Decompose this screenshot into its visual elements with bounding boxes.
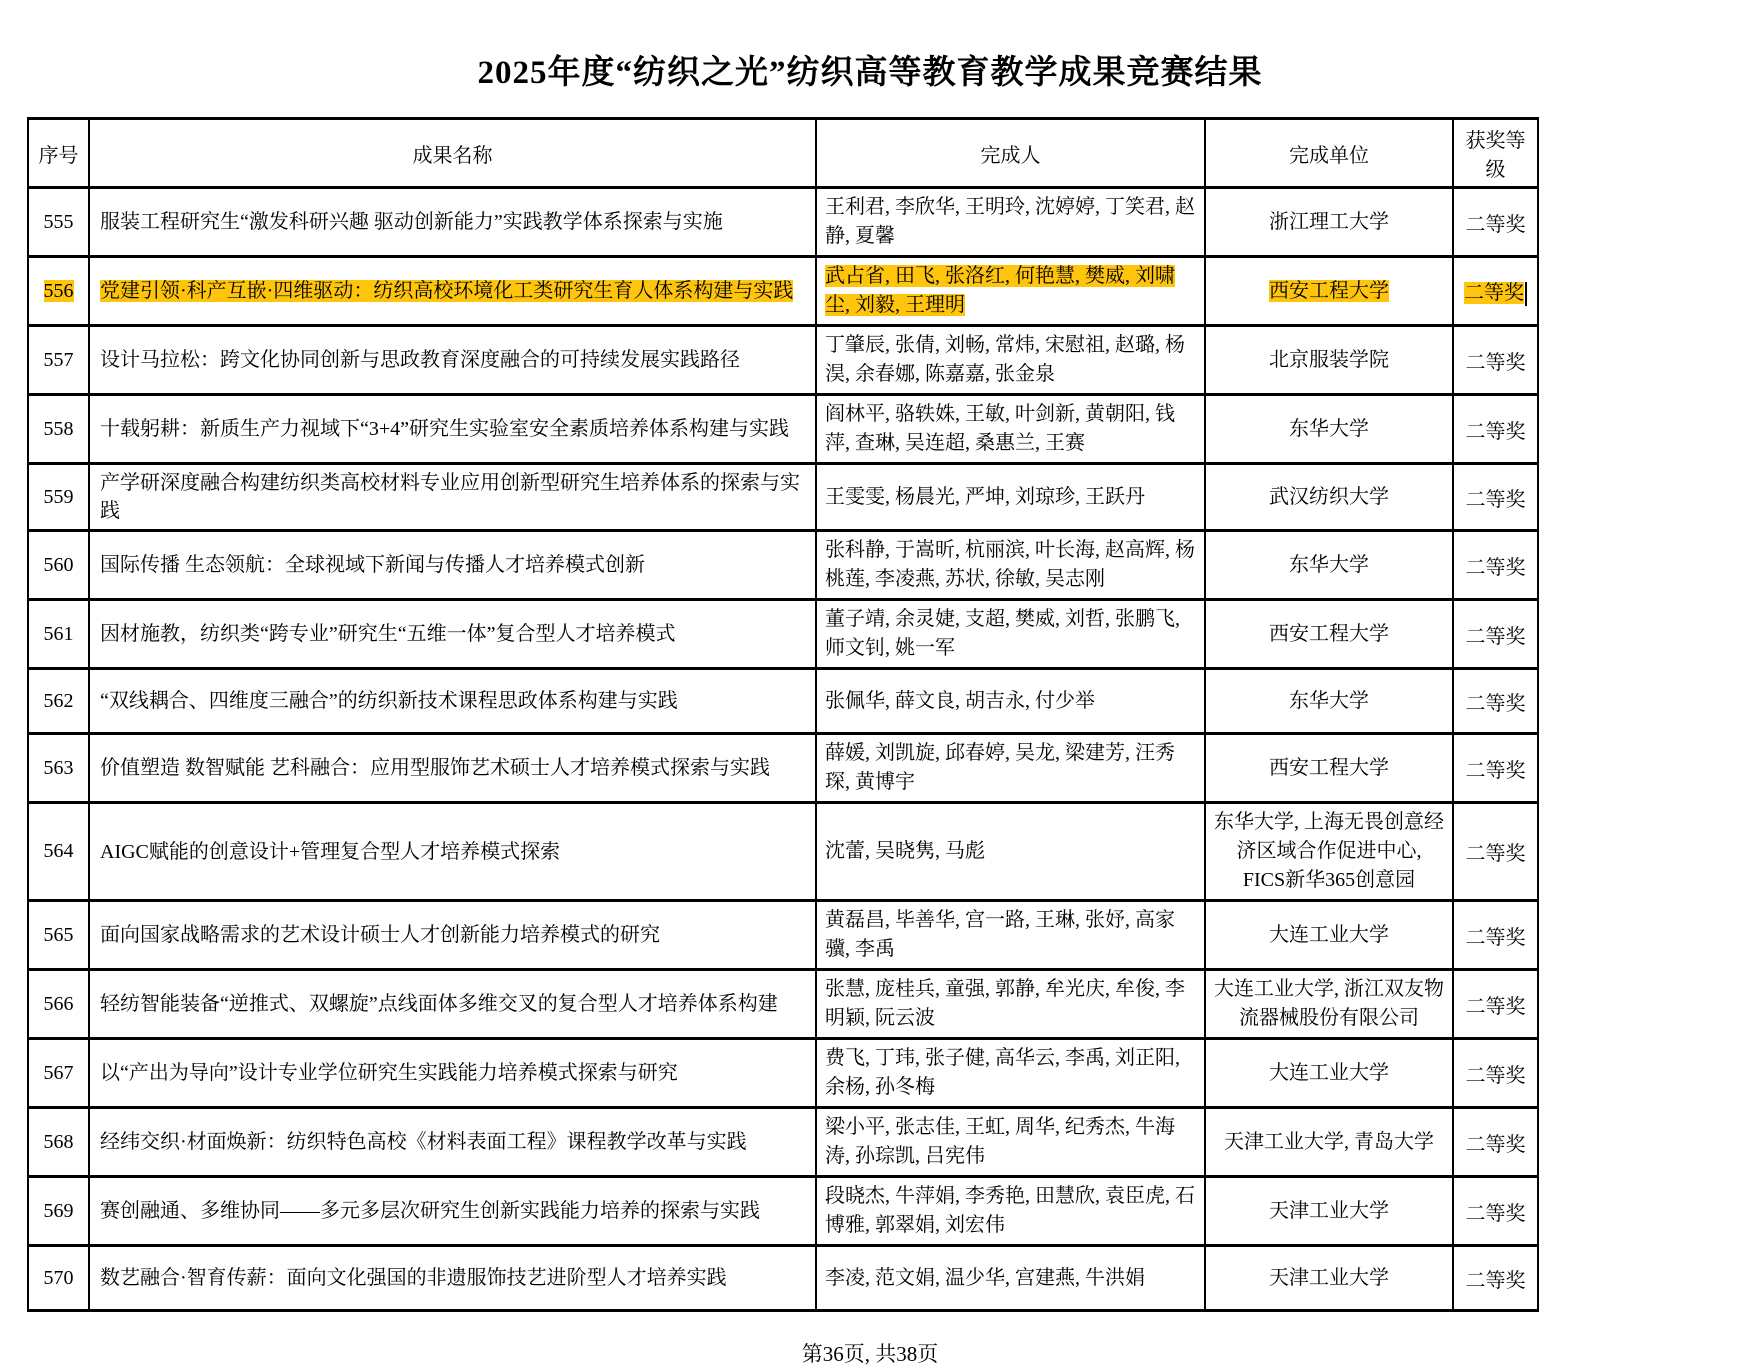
- cell-unit: 东华大学: [1205, 395, 1453, 464]
- cell-serial: 565: [28, 901, 89, 970]
- cell-name: 赛创融通、多维协同——多元多层次研究生创新实践能力培养的探索与实践: [89, 1177, 816, 1246]
- cell-award: 二等奖: [1453, 970, 1538, 1039]
- table-row: [28, 257, 1538, 326]
- cell-award: 二等奖: [1453, 257, 1538, 326]
- cell-serial: 556: [28, 257, 89, 326]
- cell-serial: 561: [28, 600, 89, 669]
- cell-unit: 西安工程大学: [1205, 600, 1453, 669]
- results-table: [27, 117, 1539, 1312]
- cell-name: 党建引领·科产互嵌·四维驱动：纺织高校环境化工类研究生育人体系构建与实践: [89, 257, 816, 326]
- cell-serial: 567: [28, 1039, 89, 1108]
- cell-name: “双线耦合、四维度三融合”的纺织新技术课程思政体系构建与实践: [89, 669, 816, 734]
- cell-serial: 563: [28, 734, 89, 803]
- cell-people: 阎林平, 骆轶姝, 王敏, 叶剑新, 黄朝阳, 钱萍, 查琳, 吴连超, 桑惠兰, 王赛: [816, 395, 1205, 464]
- cell-serial: 555: [28, 188, 89, 257]
- cell-award: 二等奖: [1453, 734, 1538, 803]
- cell-unit: 大连工业大学: [1205, 1039, 1453, 1108]
- table-row: [28, 970, 1538, 1039]
- cell-award: 二等奖: [1453, 1246, 1538, 1311]
- table-row: [28, 1177, 1538, 1246]
- cell-name: AIGC赋能的创意设计+管理复合型人才培养模式探索: [89, 803, 816, 901]
- cell-unit: 大连工业大学, 浙江双友物流器械股份有限公司: [1205, 970, 1453, 1039]
- cell-people: 武占省, 田飞, 张洛红, 何艳慧, 樊威, 刘啸尘, 刘毅, 王理明: [816, 257, 1205, 326]
- header-cell-name: 成果名称: [89, 119, 816, 188]
- table-row: [28, 326, 1538, 395]
- cell-people: 费飞, 丁玮, 张子健, 高华云, 李禹, 刘正阳, 余杨, 孙冬梅: [816, 1039, 1205, 1108]
- table-row: [28, 395, 1538, 464]
- header-cell-unit: 完成单位: [1205, 119, 1453, 188]
- cell-name: 设计马拉松：跨文化协同创新与思政教育深度融合的可持续发展实践路径: [89, 326, 816, 395]
- table-row: [28, 531, 1538, 600]
- cell-name: 经纬交织·材面焕新：纺织特色高校《材料表面工程》课程教学改革与实践: [89, 1108, 816, 1177]
- cell-serial: 557: [28, 326, 89, 395]
- cell-award: 二等奖: [1453, 1108, 1538, 1177]
- cell-unit: 西安工程大学: [1205, 257, 1453, 326]
- cell-name: 因材施教，纺织类“跨专业”研究生“五维一体”复合型人才培养模式: [89, 600, 816, 669]
- cell-people: 段晓杰, 牛萍娟, 李秀艳, 田慧欣, 袁臣虎, 石博雅, 郭翠娟, 刘宏伟: [816, 1177, 1205, 1246]
- cell-serial: 566: [28, 970, 89, 1039]
- cell-people: 丁肇辰, 张倩, 刘畅, 常炜, 宋慰祖, 赵璐, 杨淏, 余春娜, 陈嘉嘉, 张金泉: [816, 326, 1205, 395]
- table-row: [28, 803, 1538, 901]
- cell-people: 王雯雯, 杨晨光, 严坤, 刘琼珍, 王跃丹: [816, 464, 1205, 531]
- table-header-row: [28, 119, 1538, 188]
- cell-unit: 浙江理工大学: [1205, 188, 1453, 257]
- cell-name: 十载躬耕：新质生产力视域下“3+4”研究生实验室安全素质培养体系构建与实践: [89, 395, 816, 464]
- table-row: [28, 188, 1538, 257]
- table-row: [28, 464, 1538, 531]
- cell-award: 二等奖: [1453, 669, 1538, 734]
- cell-award: 二等奖: [1453, 1177, 1538, 1246]
- table-row: [28, 669, 1538, 734]
- header-cell-serial: 序号: [28, 119, 89, 188]
- cell-serial: 558: [28, 395, 89, 464]
- cell-people: 张科静, 于嵩昕, 杭丽滨, 叶长海, 赵高辉, 杨桃莲, 李凌燕, 苏状, 徐敏, 吴志刚: [816, 531, 1205, 600]
- cell-award: 二等奖: [1453, 188, 1538, 257]
- cell-unit: 东华大学, 上海无畏创意经济区域合作促进中心, FICS新华365创意园: [1205, 803, 1453, 901]
- cell-name: 面向国家战略需求的艺术设计硕士人才创新能力培养模式的研究: [89, 901, 816, 970]
- cell-people: 沈蕾, 吴晓隽, 马彪: [816, 803, 1205, 901]
- cell-people: 薛媛, 刘凯旋, 邱春婷, 吴龙, 梁建芳, 汪秀琛, 黄博宇: [816, 734, 1205, 803]
- cell-award: 二等奖: [1453, 326, 1538, 395]
- cell-unit: 北京服装学院: [1205, 326, 1453, 395]
- cell-unit: 西安工程大学: [1205, 734, 1453, 803]
- cell-serial: 560: [28, 531, 89, 600]
- cell-name: 价值塑造 数智赋能 艺科融合：应用型服饰艺术硕士人才培养模式探索与实践: [89, 734, 816, 803]
- cell-serial: 564: [28, 803, 89, 901]
- table-row: [28, 1039, 1538, 1108]
- cell-unit: 天津工业大学, 青岛大学: [1205, 1108, 1453, 1177]
- cell-serial: 570: [28, 1246, 89, 1311]
- cell-name: 产学研深度融合构建纺织类高校材料专业应用创新型研究生培养体系的探索与实践: [89, 464, 816, 531]
- cell-unit: 大连工业大学: [1205, 901, 1453, 970]
- cell-people: 王利君, 李欣华, 王明玲, 沈婷婷, 丁笑君, 赵静, 夏馨: [816, 188, 1205, 257]
- cell-name: 数艺融合·智育传薪：面向文化强国的非遗服饰技艺进阶型人才培养实践: [89, 1246, 816, 1311]
- table-row: [28, 734, 1538, 803]
- cell-award: 二等奖: [1453, 600, 1538, 669]
- table-row: [28, 901, 1538, 970]
- results-table-body: [28, 188, 1538, 1311]
- table-row: [28, 600, 1538, 669]
- cell-unit: 武汉纺织大学: [1205, 464, 1453, 531]
- cell-people: 张佩华, 薛文良, 胡吉永, 付少举: [816, 669, 1205, 734]
- cell-unit: 东华大学: [1205, 531, 1453, 600]
- cell-award: 二等奖: [1453, 395, 1538, 464]
- cell-people: 黄磊昌, 毕善华, 宫一路, 王琳, 张妤, 高家骥, 李禹: [816, 901, 1205, 970]
- cell-serial: 568: [28, 1108, 89, 1177]
- cell-people: 梁小平, 张志佳, 王虹, 周华, 纪秀杰, 牛海涛, 孙琮凯, 吕宪伟: [816, 1108, 1205, 1177]
- cell-people: 董子靖, 余灵婕, 支超, 樊威, 刘哲, 张鹏飞, 师文钊, 姚一军: [816, 600, 1205, 669]
- page-title: 2025年度“纺织之光”纺织高等教育教学成果竞赛结果: [477, 55, 1263, 91]
- cell-unit: 东华大学: [1205, 669, 1453, 734]
- cell-name: 以“产出为导向”设计专业学位研究生实践能力培养模式探索与研究: [89, 1039, 816, 1108]
- text-cursor: [1525, 282, 1527, 306]
- cell-name: 国际传播 生态领航：全球视域下新闻与传播人才培养模式创新: [89, 531, 816, 600]
- cell-people: 张慧, 庞桂兵, 童强, 郭静, 牟光庆, 牟俊, 李明颖, 阮云波: [816, 970, 1205, 1039]
- cell-name: 服装工程研究生“激发科研兴趣 驱动创新能力”实践教学体系探索与实施: [89, 188, 816, 257]
- cell-award: 二等奖: [1453, 1039, 1538, 1108]
- page-footer: 第36页, 共38页: [801, 1342, 939, 1366]
- cell-people: 李凌, 范文娟, 温少华, 宫建燕, 牛洪娟: [816, 1246, 1205, 1311]
- table-row: [28, 1246, 1538, 1311]
- header-cell-award: 获奖等级: [1453, 119, 1538, 188]
- cell-serial: 562: [28, 669, 89, 734]
- header-cell-people: 完成人: [816, 119, 1205, 188]
- cell-serial: 559: [28, 464, 89, 531]
- cell-unit: 天津工业大学: [1205, 1177, 1453, 1246]
- cell-award: 二等奖: [1453, 901, 1538, 970]
- cell-award: 二等奖: [1453, 531, 1538, 600]
- cell-award: 二等奖: [1453, 803, 1538, 901]
- cell-award: 二等奖: [1453, 464, 1538, 531]
- cell-name: 轻纺智能装备“逆推式、双螺旋”点线面体多维交叉的复合型人才培养体系构建: [89, 970, 816, 1039]
- cell-unit: 天津工业大学: [1205, 1246, 1453, 1311]
- cell-serial: 569: [28, 1177, 89, 1246]
- table-row: [28, 1108, 1538, 1177]
